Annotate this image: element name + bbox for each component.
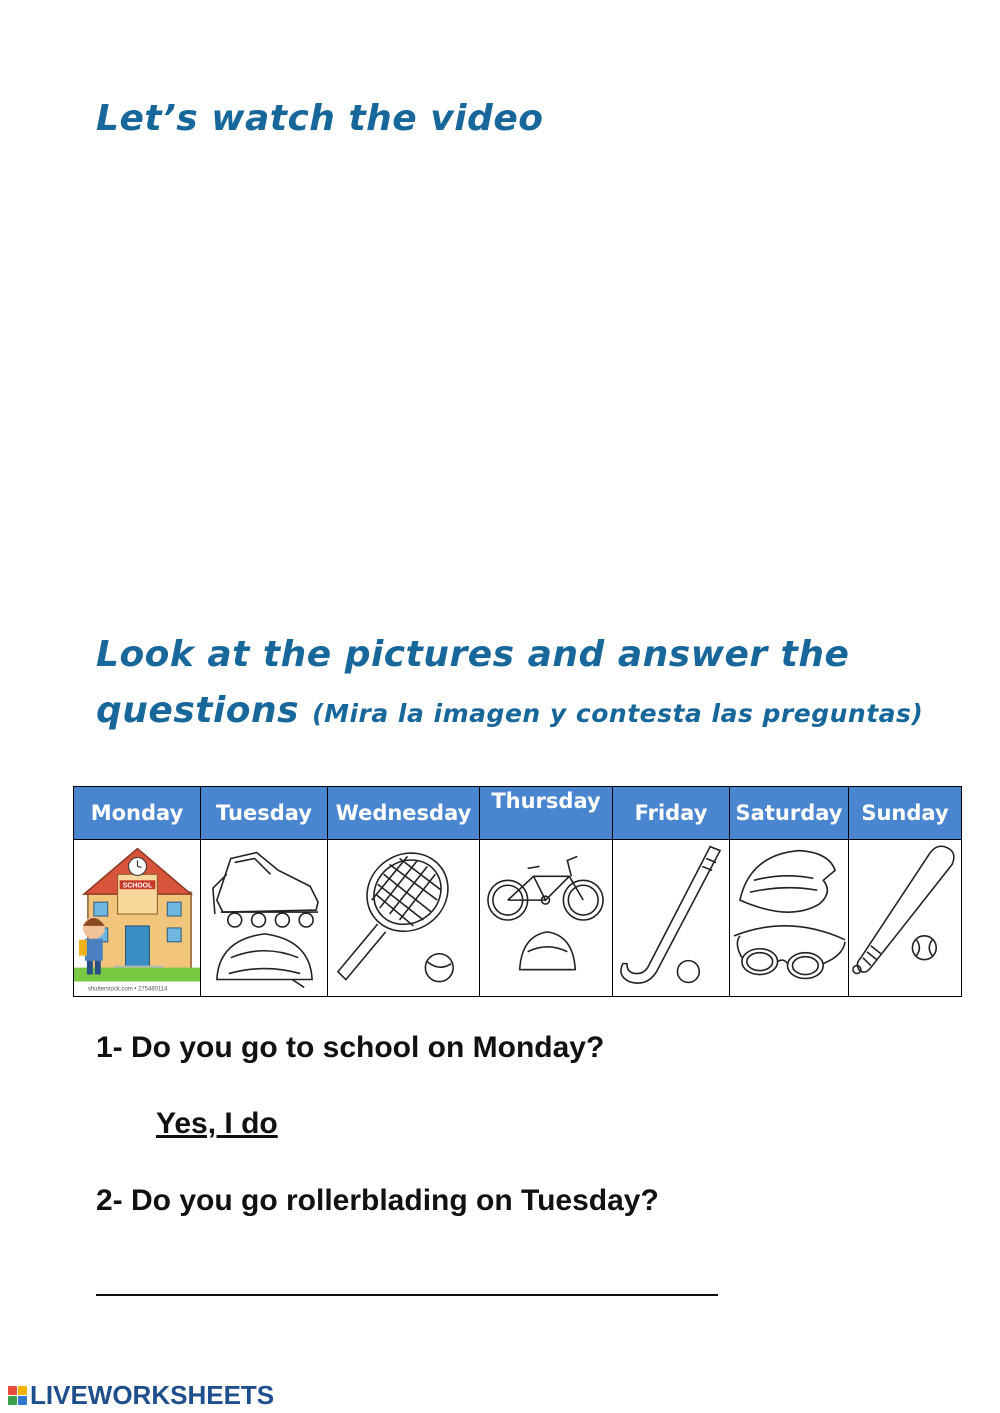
- watch-video-heading: Let’s watch the video: [96, 98, 544, 139]
- bicycle-and-helmet-icon: [480, 840, 612, 996]
- question-1: 1- Do you go to school on Monday?: [96, 1031, 605, 1064]
- hockey-stick-and-ball-icon: [613, 840, 729, 996]
- picture-cell-thursday: [480, 840, 613, 997]
- image-credit: shutterstock.com • 275480114: [87, 986, 168, 993]
- picture-cell-sunday: [849, 840, 962, 997]
- school-building-with-boy-icon: [74, 840, 200, 996]
- brand-badge-icon: [8, 1386, 27, 1405]
- badge-square-1: [8, 1386, 17, 1395]
- weekly-activities-table: [73, 786, 962, 997]
- picture-cell-tuesday: [201, 840, 328, 997]
- answer-1[interactable]: Yes, I do: [156, 1107, 278, 1140]
- video-placeholder[interactable]: [96, 160, 896, 600]
- swim-cap-and-goggles-icon: [730, 840, 848, 996]
- brand-name: LIVEWORKSHEETS: [30, 1380, 275, 1410]
- tennis-racket-and-ball-icon: [328, 840, 479, 996]
- instructions-heading-line1: Look at the pictures and answer the: [96, 634, 850, 675]
- picture-cell-friday: [613, 840, 730, 997]
- liveworksheets-logo: [8, 1380, 274, 1411]
- day-monday: Monday: [74, 787, 201, 840]
- day-saturday: Saturday: [730, 787, 849, 840]
- question-2: 2- Do you go rollerblading on Tuesday?: [96, 1184, 659, 1217]
- picture-cell-wednesday: [328, 840, 480, 997]
- picture-cell-saturday: [730, 840, 849, 997]
- day-thursday: Thursday: [480, 787, 613, 840]
- instructions-spanish-subtitle: (Mira la imagen y contesta las preguntas): [312, 699, 924, 728]
- svg-text:SCHOOL: SCHOOL: [122, 882, 153, 890]
- day-tuesday: Tuesday: [201, 787, 328, 840]
- picture-cell-monday: [74, 840, 201, 997]
- rollerblades-and-helmet-icon: [201, 840, 327, 996]
- instructions-heading-line2: [96, 690, 923, 731]
- day-wednesday: Wednesday: [328, 787, 480, 840]
- answer-2-blank[interactable]: [96, 1294, 718, 1296]
- instructions-heading-questions: questions: [96, 690, 300, 731]
- day-sunday: Sunday: [849, 787, 962, 840]
- badge-square-3: [8, 1396, 17, 1405]
- badge-square-2: [18, 1386, 27, 1395]
- day-friday: Friday: [613, 787, 730, 840]
- badge-square-4: [18, 1396, 27, 1405]
- pictures-row: [74, 840, 962, 997]
- baseball-bat-and-ball-icon: [849, 840, 961, 996]
- days-header-row: [74, 787, 962, 840]
